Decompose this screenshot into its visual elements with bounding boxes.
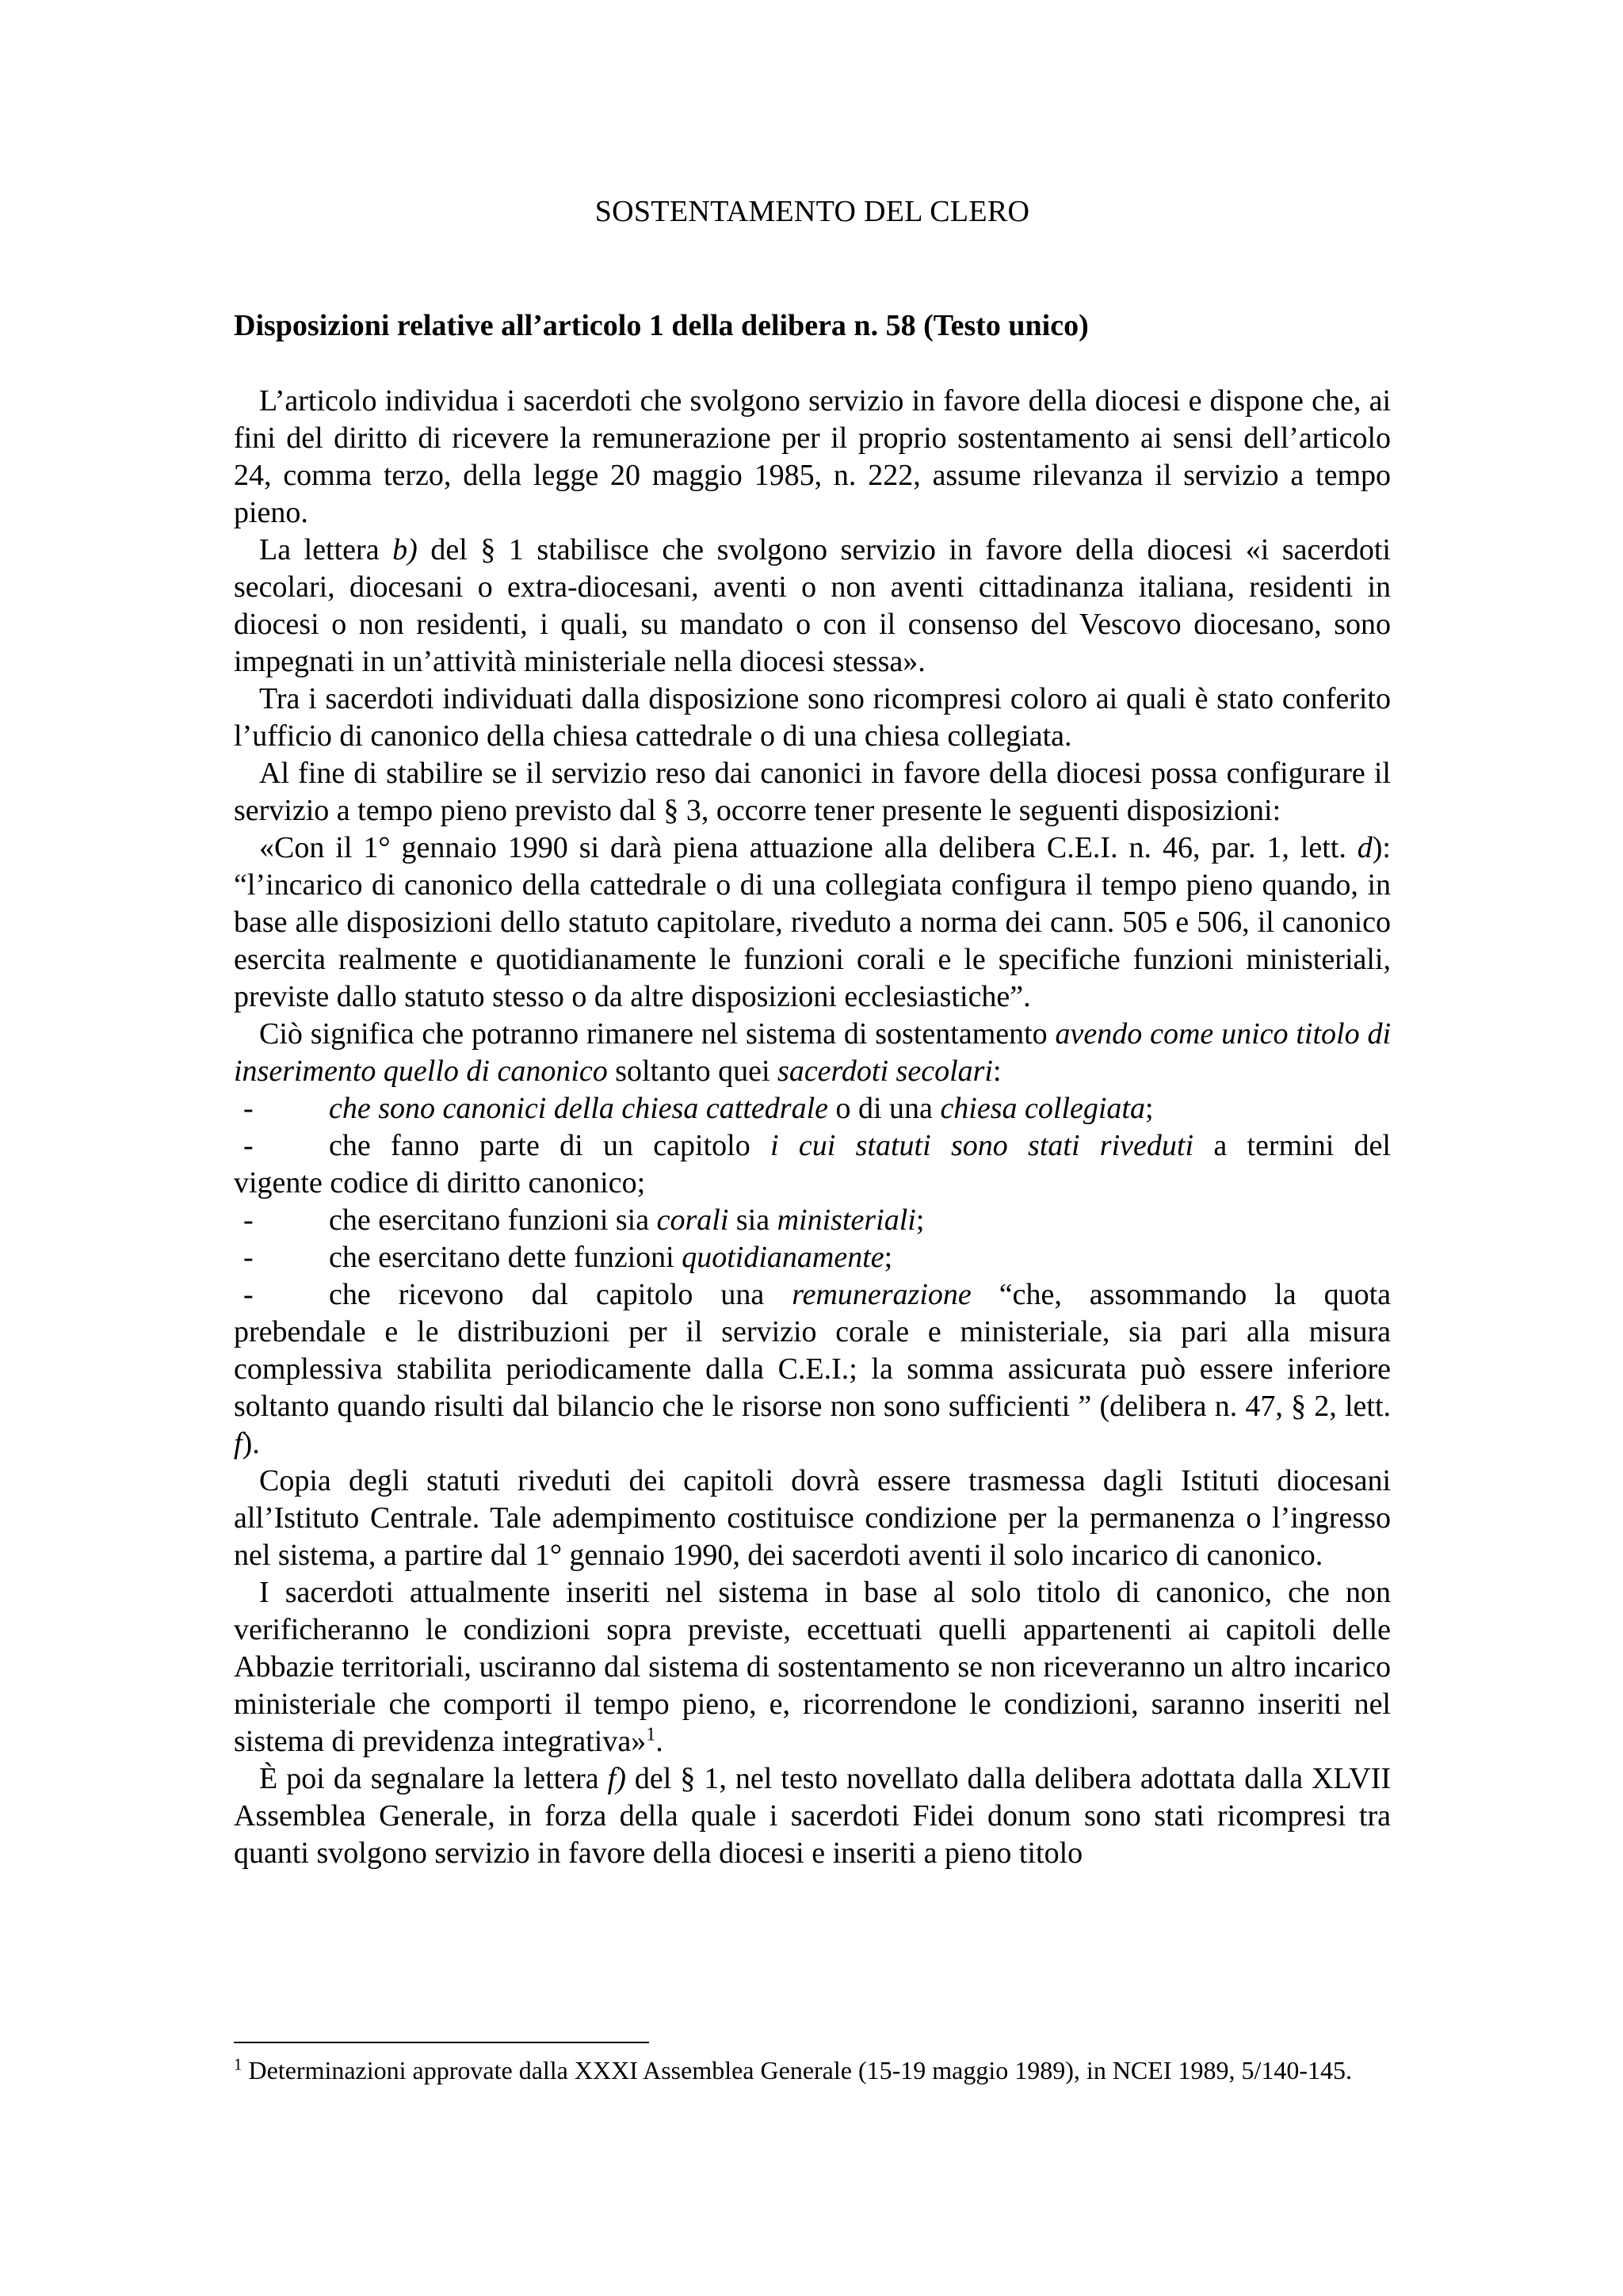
list-item: - che sono canonici della chiesa cattedrale o di una chiesa collegiata; (234, 1090, 1391, 1127)
paragraph: È poi da segnalare la lettera f) del § 1, nel testo novellato dalla delibera adottata dalla XLVII Assemblea Generale, in forza della quale i sacerdoti Fidei donum sono stati ricompresi tra quanti svolgono servizio in favore della diocesi e inseriti a pieno titolo (234, 1762, 1392, 1870)
page-title: SOSTENTAMENTO DEL CLERO (594, 195, 1030, 228)
paragraph: Tra i sacerdoti individuati dalla disposizione sono ricompresi coloro ai quali è stato conferito l’ufficio di canonico della chiesa cattedrale o di una chiesa collegiata. (234, 682, 1391, 753)
paragraph: La lettera b) del § 1 stabilisce che svolgono servizio in favore della diocesi «i sacerdoti secolari, diocesani o extra-diocesani, aventi o non aventi cittadinanza italiana, residenti in diocesi o non residenti, i quali, su mandato o con il consenso del Vescovo diocesano, sono impegnati in un’attività ministeriale nella diocesi stessa». (234, 533, 1391, 678)
paragraph: Al fine di stabilire se il servizio reso dai canonici in favore della diocesi possa configurare il servizio a tempo pieno previsto dal § 3, occorre tener presente le seguenti disposizioni: (234, 757, 1391, 827)
list-dash: - (243, 1203, 254, 1237)
list-item: - che esercitano funzioni sia corali sia ministeriali; (234, 1202, 1391, 1239)
list-item: - che esercitano dette funzioni quotidianamente; (234, 1239, 1391, 1276)
paragraph: Ciò significa che potranno rimanere nel sistema di sostentamento avendo come unico titolo di inserimento quello di canonico soltanto quei sacerdoti secolari: (234, 1017, 1391, 1088)
list-dash: - (243, 1129, 254, 1162)
list-dash: - (243, 1092, 254, 1125)
list-item-continuation: vigente codice di diritto canonico; (234, 1166, 646, 1199)
footnote (234, 2054, 1391, 2086)
list-item: - che ricevono dal capitolo una remunerazione “che, assommando la quota (234, 1276, 1391, 1314)
footnote-text: Determinazioni approvate dalla XXXI Assemblea Generale (15-19 maggio 1989), in NCEI 1989, 5/140-145. (242, 2056, 1353, 2084)
quoted-paragraph: «Con il 1° gennaio 1990 si darà piena attuazione alla delibera C.E.I. n. 46, par. 1, lett. d): “l’incarico di canonico della cattedrale o di una collegiata configura il tempo pieno quando, in base alle disposizioni dello statuto capitolare, riveduto a norma dei cann. 505 e 506, il canonico esercita realmente e quotidianamente le funzioni corali e le specifiche funzioni ministeriali, previste dallo statuto stesso o da altre disposizioni ecclesiastiche”. (234, 831, 1391, 1013)
paragraph: L’articolo individua i sacerdoti che svolgono servizio in favore della diocesi e dispone che, ai fini del diritto di ricevere la remunerazione per il proprio sostentamento ai sensi dell’articolo 24, comma terzo, della legge 20 maggio 1985, n. 222, assume rilevanza il servizio a tempo pieno. (234, 384, 1391, 529)
paragraph: Copia degli statuti riveduti dei capitoli dovrà essere trasmessa dagli Istituti diocesani all’Istituto Centrale. Tale adempimento costituisce condizione per la permanenza o l’ingresso nel sistema, a partire dal 1° gennaio 1990, dei sacerdoti aventi il solo incarico di canonico. (234, 1464, 1391, 1572)
footnote-separator (234, 2042, 649, 2043)
document-body (234, 383, 1391, 1872)
paragraph: I sacerdoti attualmente inseriti nel sistema in base al solo titolo di canonico, che non verificheranno le condizioni sopra previste, eccettuati quelli appartenenti ai capitoli delle Abbazie territoriali, usciranno dal sistema di sostentamento se non riceveranno un altro incarico ministeriale che comporti il tempo pieno, e, ricorrendone le condizioni, saranno inseriti nel sistema di previdenza integrativa»$^1$. (234, 1576, 1391, 1758)
list-item-continuation: prebendale e le distribuzioni per il servizio corale e ministeriale, sia pari alla misura complessiva stabilita periodicamente dalla C.E.I.; la somma assicurata può essere inferiore soltanto quando risulti dal bilancio che le risorse non sono sufficienti ” (delibera n. 47, § 2, lett. f). (234, 1315, 1391, 1460)
section-heading: Disposizioni relative all’articolo 1 della delibera n. 58 (Testo unico) (234, 309, 1089, 342)
list-dash: - (243, 1278, 254, 1311)
footnote-marker: 1 (234, 2054, 242, 2074)
list-dash: - (243, 1241, 254, 1274)
footnote-reference: 1 (646, 1724, 656, 1745)
list-item: - che fanno parte di un capitolo i cui statuti sono stati riveduti a termini del (234, 1127, 1391, 1165)
